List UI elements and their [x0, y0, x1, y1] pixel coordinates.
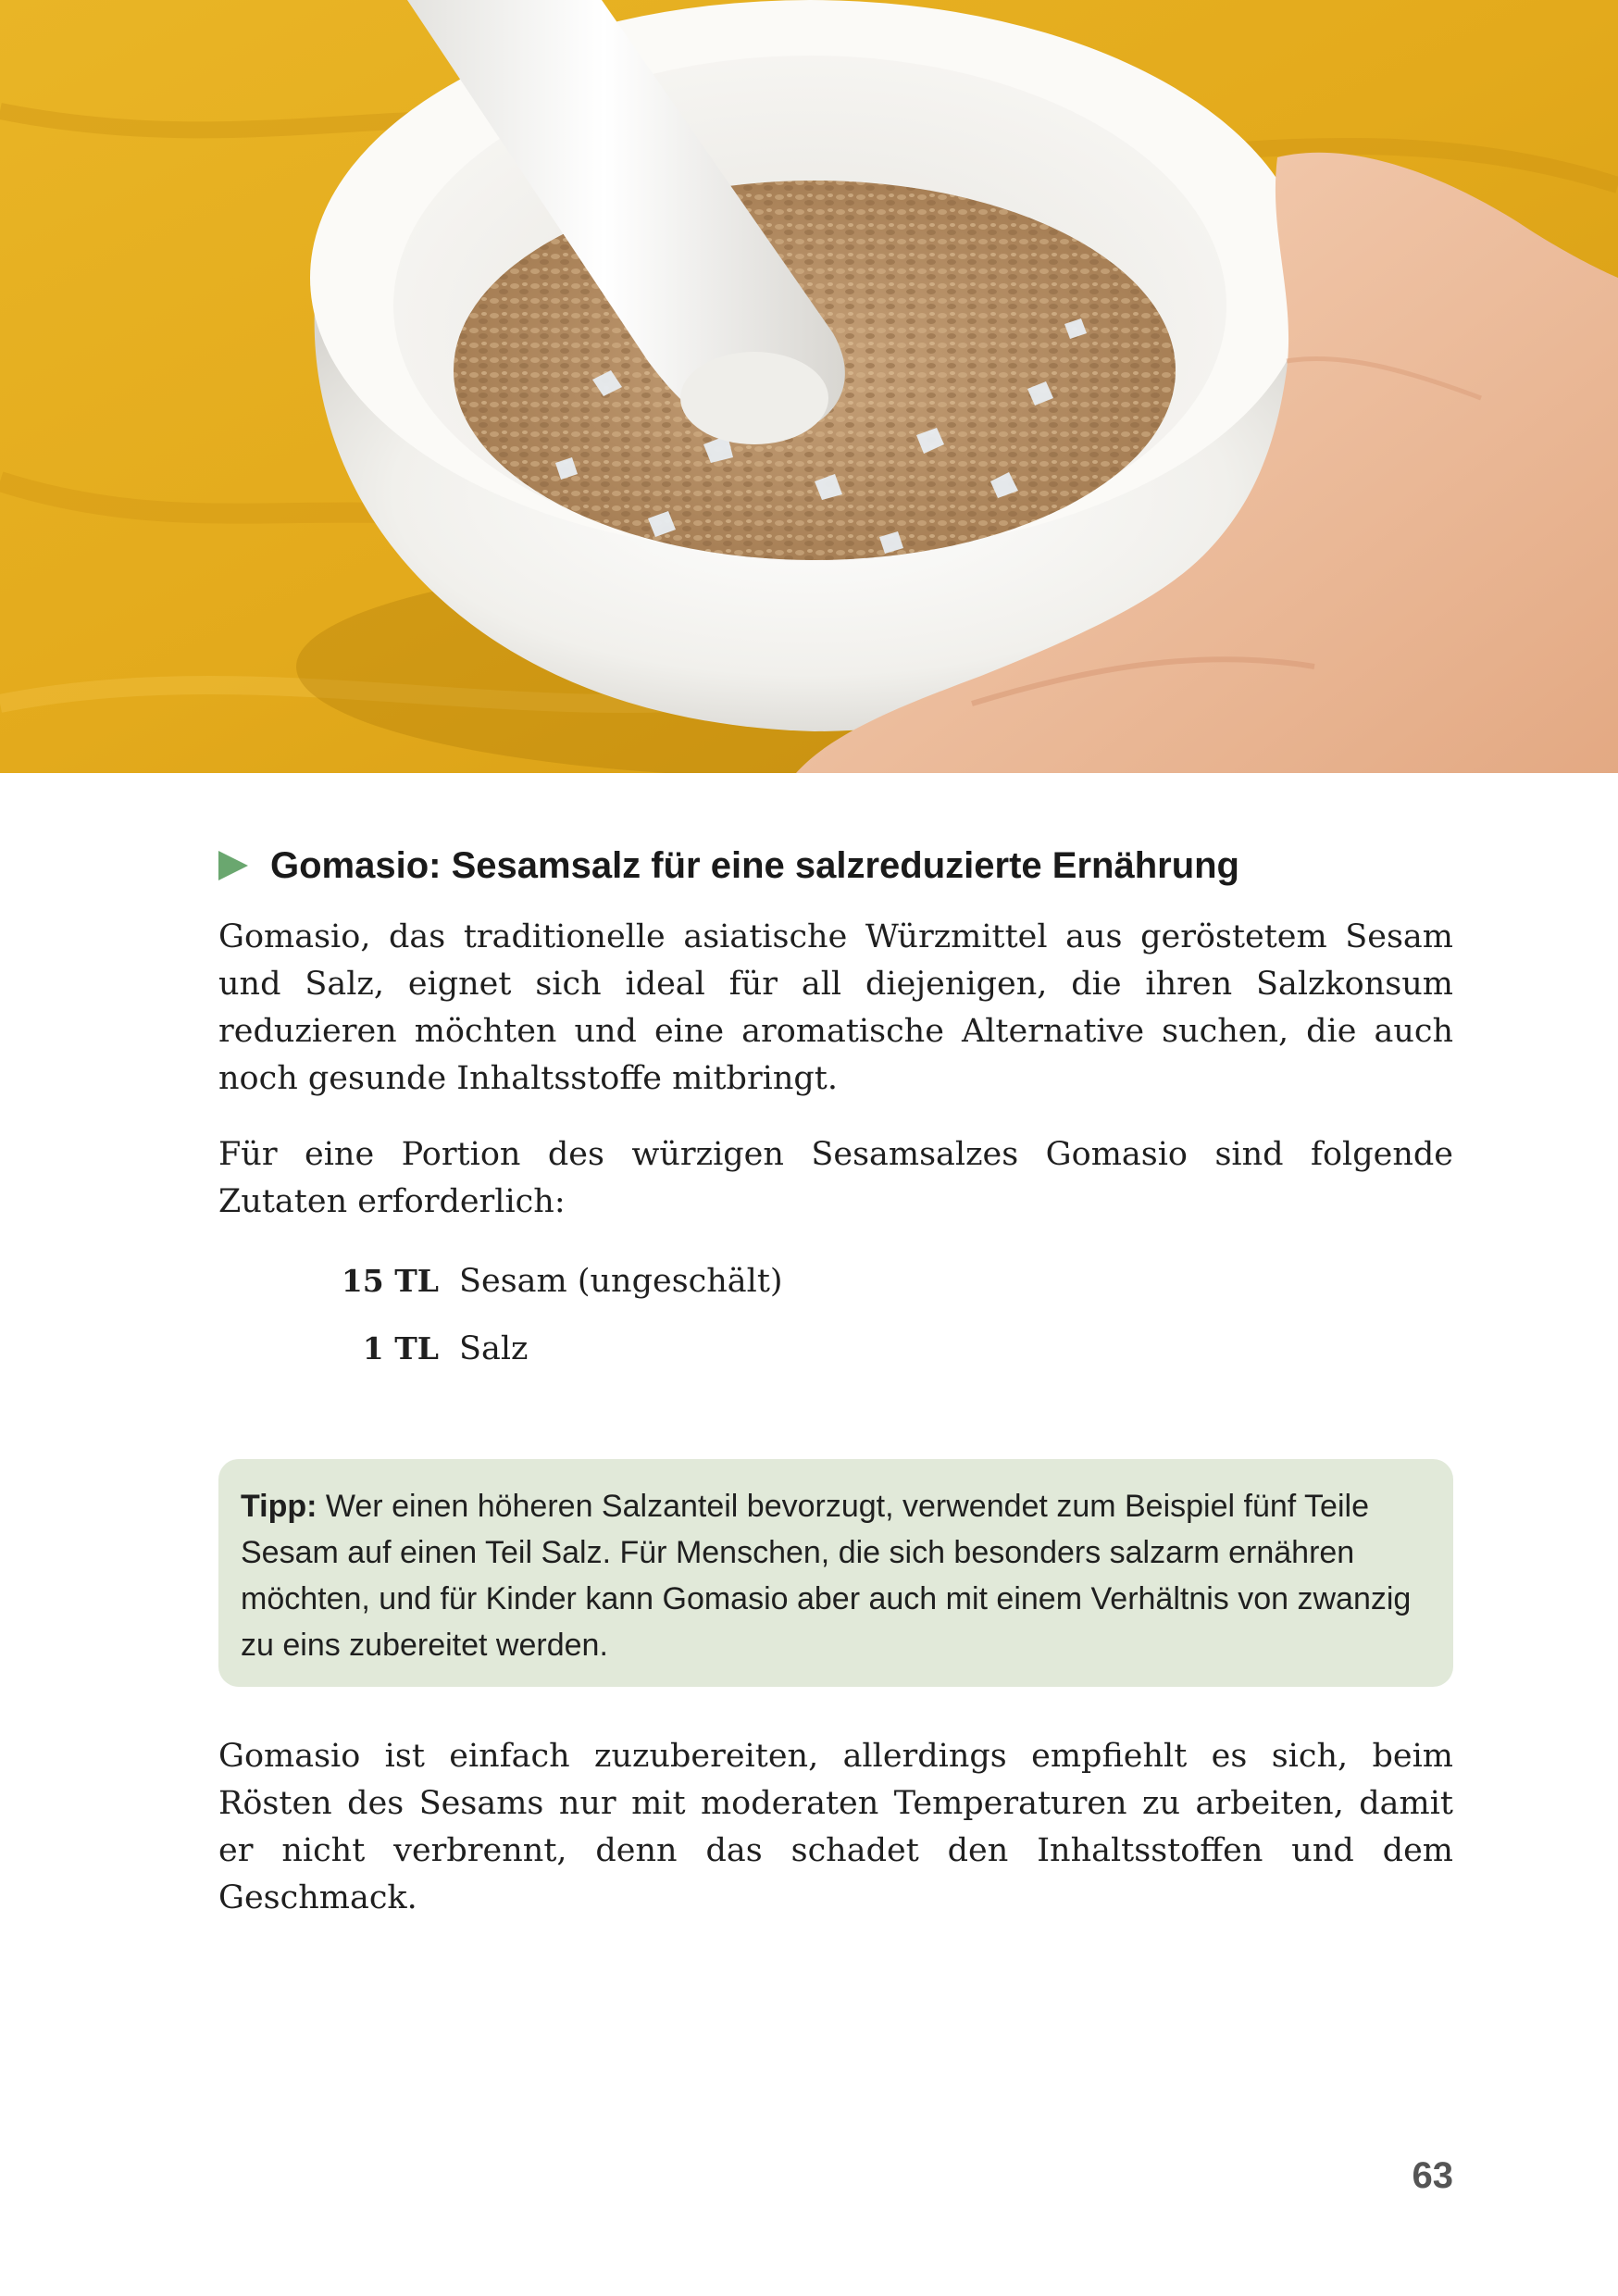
ingredient-quantity: 1 TL — [362, 1330, 439, 1366]
article-content — [218, 838, 1453, 1398]
ingredient-quantity: 15 TL — [341, 1263, 439, 1299]
hero-photo — [0, 0, 1618, 773]
ingredient-row — [218, 1263, 1453, 1310]
ingredient-name: Salz — [459, 1330, 529, 1367]
section-heading — [218, 838, 1453, 893]
ingredient-row — [218, 1330, 1453, 1378]
portion-paragraph: Für eine Portion des würzigen Sesamsalzes Gomasio sind folgende Zutaten erforderlich: — [218, 1136, 1453, 1220]
closing-paragraph: Gomasio ist einfach zuzubereiten, allerdings empfiehlt es sich, beim Rösten des Sesams nur mit moderaten Temperaturen zu arbeiten, damit er nicht verbrennt, denn das schadet den Inhaltsstoffen und dem Geschmack. — [218, 1738, 1453, 1916]
tip-text — [241, 1483, 1424, 1668]
triangle-right-icon — [218, 851, 248, 880]
intro-paragraph: Gomasio, das traditionelle asiatische Würzmittel aus geröstetem Sesam und Salz, eignet sich ideal für all diejenigen, die ihren Salzkonsum reduzieren möchten und eine aromatische Alternative suchen, die auch noch gesunde Inhaltsstoffe mitbringt. — [218, 918, 1453, 1097]
section-title: Gomasio: Sesamsalz für eine salzreduzierte Ernährung — [270, 844, 1239, 886]
tip-label: Tipp: — [241, 1489, 317, 1524]
page-number: 63 — [1412, 2155, 1453, 2196]
tip-body: Wer einen höheren Salzanteil bevorzugt, verwendet zum Beispiel fünf Teile Sesam auf einen Teil Salz. Für Menschen, die sich besonders salzarm ernähren möchten, und für Kinder kann Gomasio aber auch mit einem Verhältnis von zwanzig zu eins zubereitet werden. — [241, 1489, 1412, 1663]
ingredient-name: Sesam (ungeschält) — [459, 1263, 783, 1300]
tip-box — [218, 1459, 1453, 1687]
ingredient-list — [218, 1263, 1453, 1378]
